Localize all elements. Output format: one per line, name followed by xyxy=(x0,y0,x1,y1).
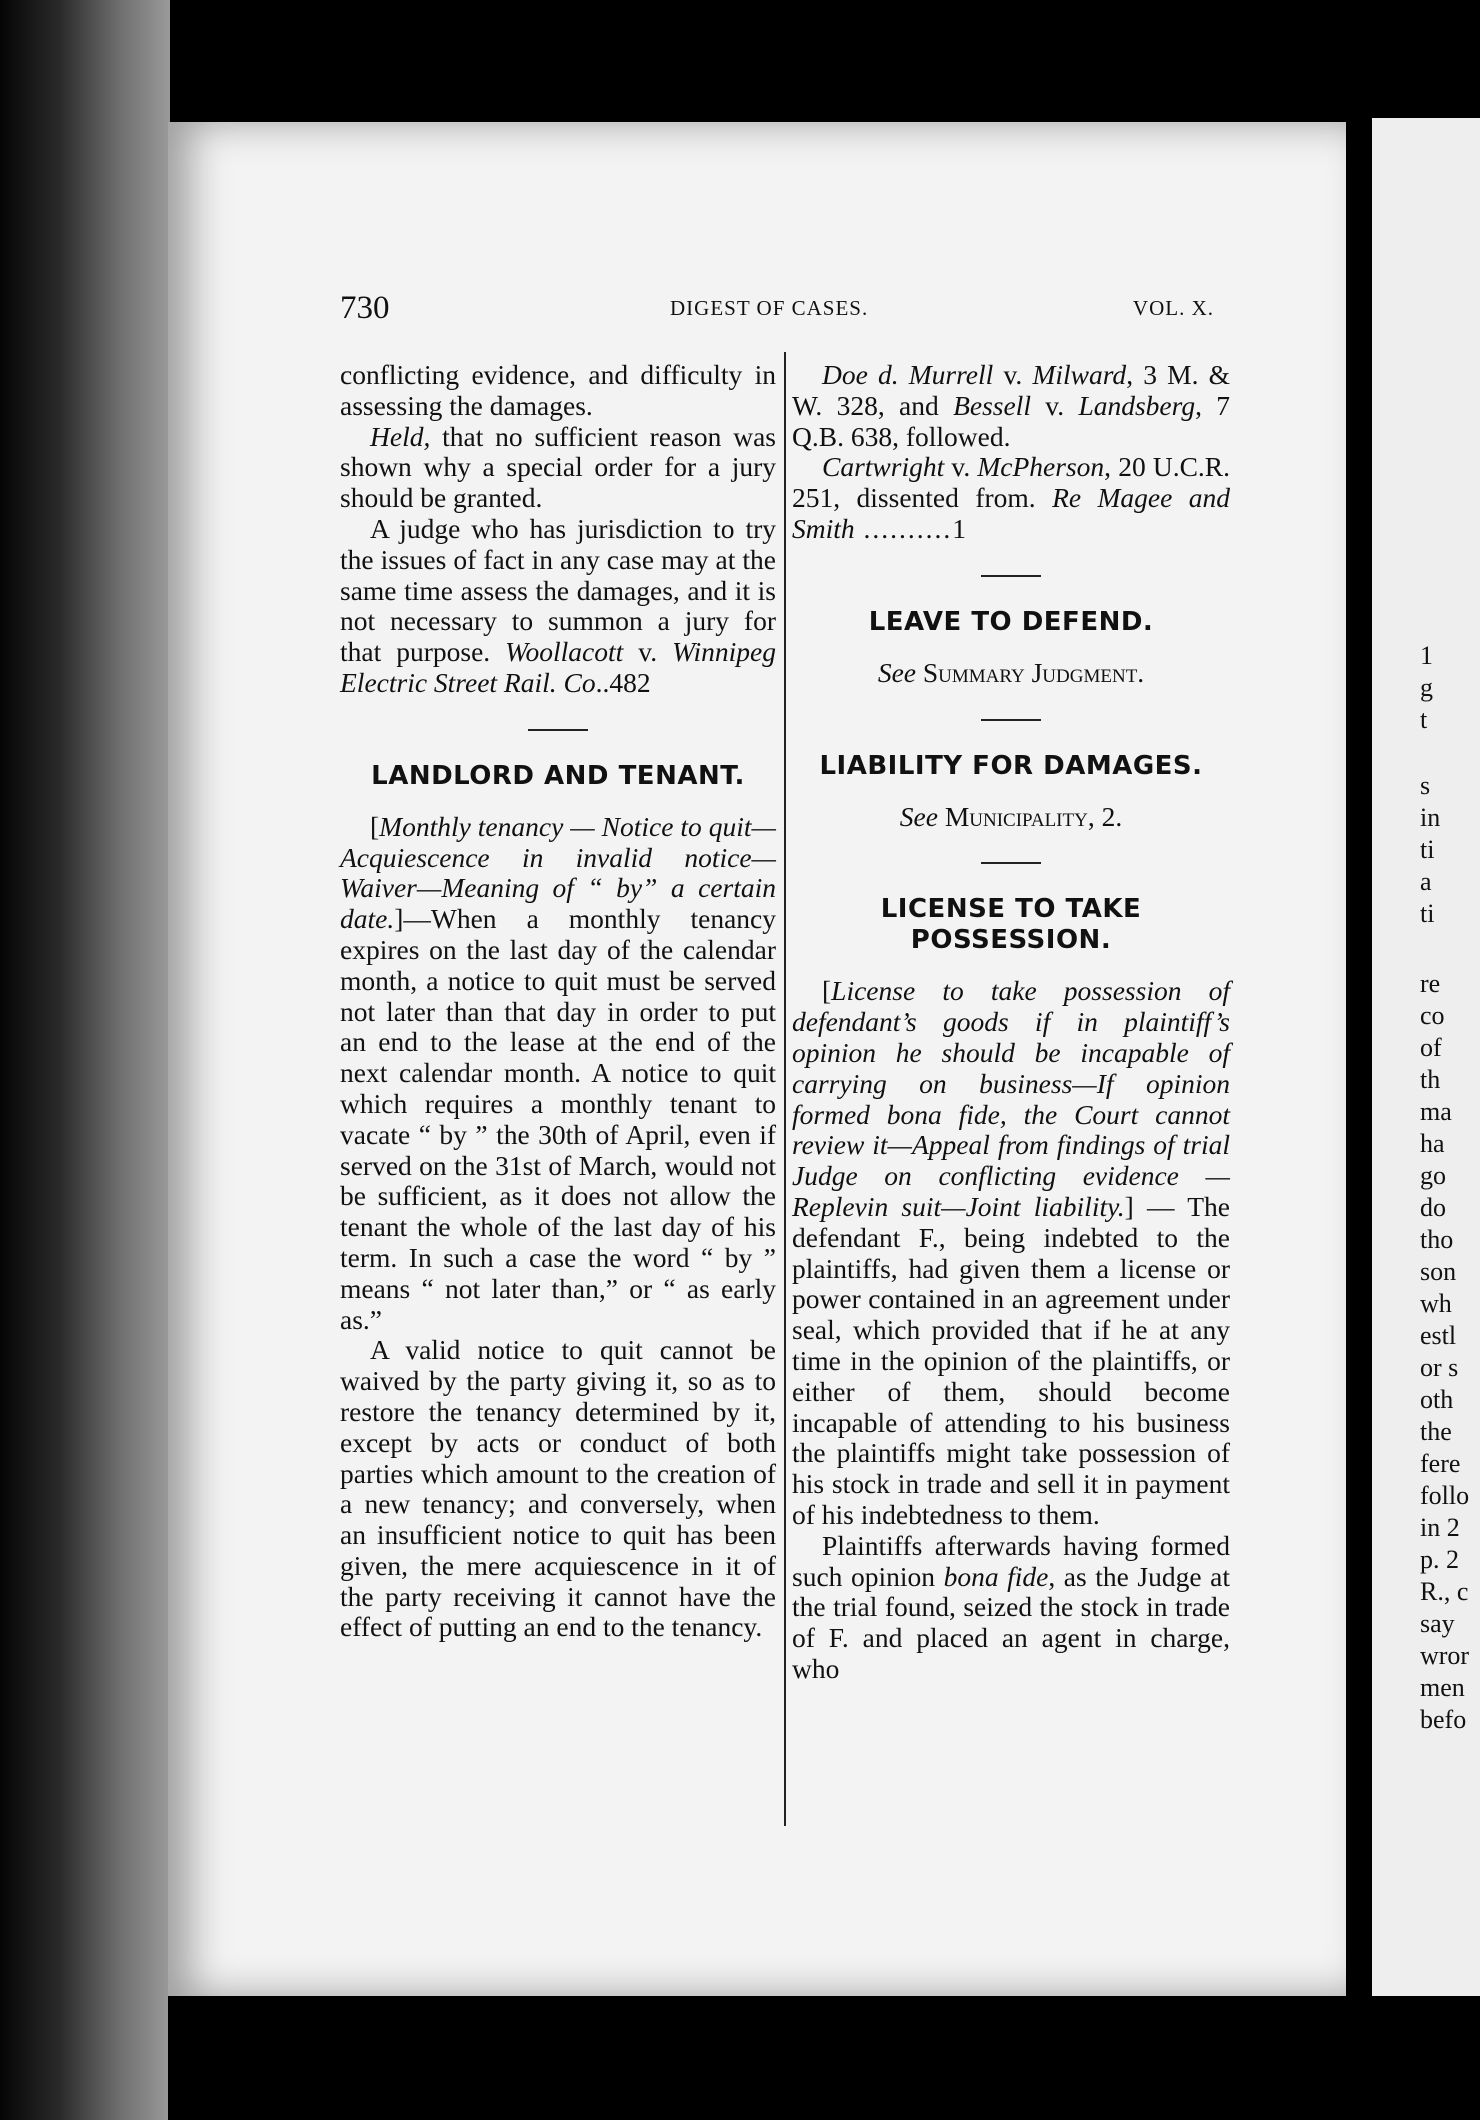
adjacent-page-fragment: fere xyxy=(1420,1449,1461,1478)
adjacent-page-fragment: oth xyxy=(1420,1385,1454,1414)
section-separator xyxy=(528,729,588,731)
paragraph: A valid notice to quit cannot be waived by the party giving it, so as to restore the tenancy determined by it, except by acts or conduct of both parties which amount to the creation of a new tenancy; and conversely, when an insufficient notice to quit has been given, the mere acquiescence in it of the party receiving it cannot have the effect of putting an end to the tenancy. xyxy=(340,1334,776,1643)
cross-reference: See Summary Judgment. xyxy=(877,656,1145,688)
adjacent-page-fragment: ti xyxy=(1420,835,1435,864)
page-number: 730 xyxy=(340,290,390,326)
paragraph: Held, that no sufficient reason was shown why a special order for a jury should be granted. xyxy=(340,420,776,514)
paragraph: Doe d. Murrell v. Milward, 3 M. & W. 328, and Bessell v. Landsberg, 7 Q.B. 638, followed. xyxy=(792,359,1231,452)
adjacent-page xyxy=(1372,118,1480,1998)
paragraph: A judge who has jurisdiction to try the issues of fact in any case may at the same time assess the damages, and it is not necessary to summon a jury for that purpose. Woollacott v. Winnipeg Electric Street Rail. Co..482 xyxy=(340,512,776,698)
adjacent-page-fragment: in 2 xyxy=(1420,1513,1460,1542)
section-separator xyxy=(981,862,1041,864)
paragraph: [License to take possession of defendant’s goods if in plaintiff’s opinion he should be incapable of carrying on business—If opinion formed bona fide, the Court cannot review it—Appeal from findings of trial Judge on conflicting evidence — Replevin suit—Joint liability.] — The defendant F., being indebted to the plaintiffs, had given them a license or power contained in an agreement under seal, which provided that if he at any time in the opinion of the plaintiffs, or either of them, should become incapable of attending to his business the plaintiffs might take possession of his stock in trade and sell it in payment of his indebtedness to them. xyxy=(792,975,1230,1530)
section-separator xyxy=(981,575,1041,577)
adjacent-page-fragment: co xyxy=(1420,1001,1445,1030)
book-spine-shadow xyxy=(0,0,170,2120)
adjacent-page-fragment: ti xyxy=(1420,899,1435,928)
adjacent-page-fragment: or s xyxy=(1420,1353,1459,1382)
section-heading: LICENSE TO TAKE POSSESSION. xyxy=(880,894,1142,956)
adjacent-page-fragment: tho xyxy=(1420,1225,1454,1254)
adjacent-page-fragment: re xyxy=(1420,969,1441,998)
page-gutter xyxy=(1346,0,1372,2120)
adjacent-page-fragment: do xyxy=(1420,1193,1446,1222)
paragraph: Cartwright v. McPherson, 20 U.C.R. 251, dissented from. Re Magee and Smith ..........1 xyxy=(792,451,1230,544)
left-column xyxy=(340,360,776,1643)
adjacent-page-fragment: t xyxy=(1420,705,1428,734)
adjacent-page-fragment: p. 2 xyxy=(1420,1545,1459,1574)
adjacent-page-fragment: R., c xyxy=(1420,1577,1469,1606)
right-column xyxy=(792,360,1230,1685)
adjacent-page-fragment: say xyxy=(1420,1609,1455,1638)
running-title: DIGEST OF CASES. xyxy=(670,296,869,320)
adjacent-page-fragment: th xyxy=(1420,1065,1441,1094)
adjacent-page-fragment: ha xyxy=(1420,1129,1445,1158)
adjacent-page-fragment: the xyxy=(1420,1417,1452,1446)
section-separator xyxy=(981,719,1041,721)
scan-border xyxy=(168,1996,1480,2120)
section-heading: LEAVE TO DEFEND. xyxy=(868,606,1154,637)
paragraph: Plaintiffs afterwards having formed such opinion bona fide, as the Judge at the trial found, seized the stock in trade of F. and placed an agent in charge, who xyxy=(792,1529,1230,1684)
adjacent-page-fragment: a xyxy=(1420,867,1432,896)
adjacent-page-fragment: befo xyxy=(1420,1705,1467,1734)
adjacent-page-fragment: estl xyxy=(1420,1321,1457,1350)
section-heading: LIABILITY FOR DAMAGES. xyxy=(819,750,1203,781)
paragraph: [Monthly tenancy — Notice to quit—Acquiescence in invalid notice—Waiver—Meaning of “ by” a certain date.]—When a monthly tenancy expires on the last day of the calendar month, a notice to quit must be served not later than that day in order to put an end to the lease at the end of the next calendar month. A notice to quit which requires a monthly tenant to vacate “ by ” the 30th of April, even if served on the 31st of March, would not be sufficient, as it does not allow the tenant the whole of the last day of his term. In such a case the word “ by ” means “ not later than,” or “ as early as.” xyxy=(340,810,776,1335)
adjacent-page-fragment: wror xyxy=(1420,1641,1470,1670)
adjacent-page-fragment: of xyxy=(1420,1033,1442,1062)
adjacent-page-fragment: go xyxy=(1420,1161,1446,1190)
section-heading: LANDLORD AND TENANT. xyxy=(371,760,745,791)
adjacent-page-fragment: son xyxy=(1420,1257,1457,1286)
cross-reference: See Municipality, 2. xyxy=(899,800,1123,832)
adjacent-page-fragment: follo xyxy=(1420,1481,1470,1510)
adjacent-page-fragment: ma xyxy=(1420,1097,1452,1126)
adjacent-page-fragment: s xyxy=(1420,771,1431,800)
adjacent-page-fragment: g xyxy=(1420,673,1433,702)
adjacent-page-fragment: 1 xyxy=(1420,641,1433,670)
adjacent-page-fragment: wh xyxy=(1420,1289,1452,1318)
running-header xyxy=(340,290,1214,330)
column-divider xyxy=(784,352,786,1826)
adjacent-page-fragment: men xyxy=(1420,1673,1465,1702)
adjacent-page-fragment: in xyxy=(1420,803,1441,832)
paragraph: conflicting evidence, and difficulty in assessing the damages. xyxy=(340,359,776,421)
volume-label: VOL. X. xyxy=(1132,296,1214,320)
